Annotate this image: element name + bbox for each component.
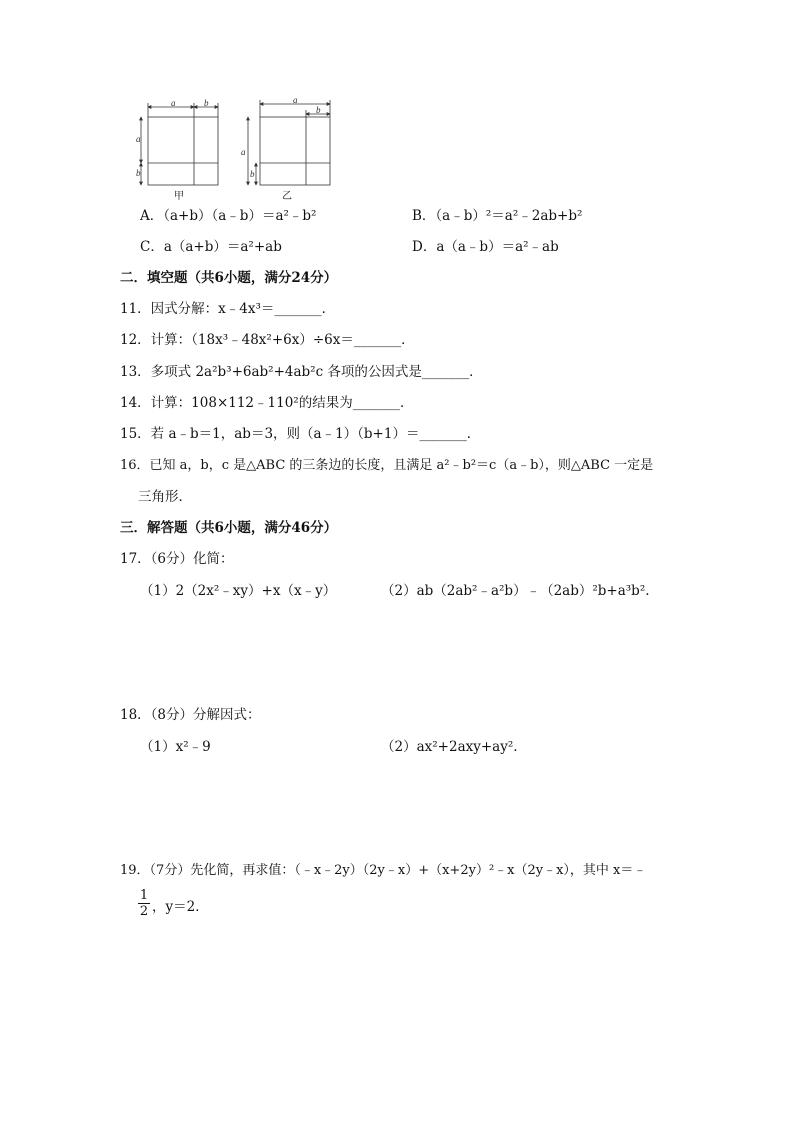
fraction-denominator: 2 [139, 904, 149, 919]
question-16-line1: 16．已知 a，b，c 是△ABC 的三条边的长度，且满足 a²﹣b²＝c（a﹣b），则△ABC 一定是 [120, 458, 654, 473]
question-18-part1: （1）x²﹣9 [140, 739, 211, 755]
svg-text:a: a [241, 147, 246, 157]
figure-left [141, 103, 218, 185]
option-d: D．a（a﹣b）＝a²﹣ab [412, 239, 559, 255]
option-c: C．a（a+b）＝a²+ab [140, 239, 282, 255]
question-14: 14．计算：108×112﹣110²的结果为_______． [120, 395, 414, 411]
section2-heading: 二．填空题（共6小题，满分24分） [120, 270, 338, 286]
question-15: 15．若 a﹣b＝1，ab＝3，则（a﹣1）（b+1）＝_______． [120, 426, 481, 442]
question-17-part2: （2）ab（2ab²﹣a²b）﹣（2ab）²b+a³b². [381, 583, 650, 599]
question-19-fraction [138, 888, 150, 919]
svg-text:b: b [250, 169, 255, 179]
question-19-line2: ，y＝2． [152, 899, 209, 915]
fraction-numerator: 1 [139, 888, 149, 903]
svg-text:b: b [136, 168, 141, 178]
svg-text:b: b [316, 105, 321, 115]
question-13: 13．多项式 2a²b³+6ab²+4ab²c 各项的公因式是_______． [120, 364, 483, 380]
svg-text:a: a [171, 98, 176, 108]
option-a: A．（a+b）（a﹣b）＝a²﹣b² [140, 208, 317, 224]
section3-heading: 三．解答题（共6小题，满分46分） [120, 520, 338, 536]
question-17: 17．（6分）化简： [120, 551, 234, 567]
option-b: B．（a﹣b）²＝a²﹣2ab+b² [412, 208, 583, 224]
svg-text:a: a [293, 95, 298, 105]
question-12: 12．计算：（18x³﹣48x²+6x）÷6x＝_______． [120, 332, 415, 348]
svg-text:b: b [204, 98, 209, 108]
question-17-part1: （1）2（2x²﹣xy）+x（x﹣y） [140, 583, 337, 599]
square-figures [130, 95, 350, 200]
question-18-part2: （2）ax²+2axy+ay². [381, 739, 518, 755]
figure-left-caption: 甲 [174, 191, 184, 202]
question-19-line1: 19．（7分）先化简，再求值：（﹣x﹣2y）（2y﹣x）+（x+2y）²﹣x（2y﹣x），其中 x＝﹣ [120, 863, 647, 878]
svg-text:a: a [136, 134, 141, 144]
figure-right-caption: 乙 [282, 191, 292, 202]
square-diagrams-svg [130, 95, 350, 200]
question-16-line2: 三角形． [138, 489, 192, 505]
question-18: 18．（8分）分解因式： [120, 707, 261, 723]
question-11: 11．因式分解：x﹣4x³＝_______． [120, 301, 336, 317]
